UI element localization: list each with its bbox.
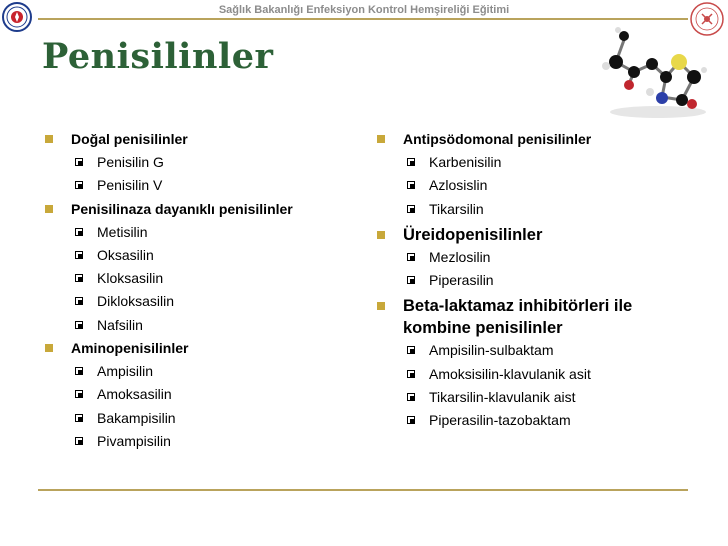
group-label: Penisilinaza dayanıklı penisilinler bbox=[71, 200, 293, 217]
checkbox-bullet-icon bbox=[407, 253, 415, 261]
right-column bbox=[372, 128, 692, 433]
list-item: Piperasilin bbox=[372, 269, 692, 292]
list-item: Ampisilin bbox=[40, 360, 360, 383]
list-item: Penisilin G bbox=[40, 151, 360, 174]
checkbox-bullet-icon bbox=[75, 367, 83, 375]
group-aminopenicillins bbox=[40, 337, 360, 360]
checkbox-bullet-icon bbox=[407, 416, 415, 424]
checkbox-bullet-icon bbox=[75, 228, 83, 236]
list-item: Ampisilin-sulbaktam bbox=[372, 339, 692, 362]
penicillin-molecule-icon bbox=[594, 22, 718, 122]
checkbox-bullet-icon bbox=[407, 158, 415, 166]
checkbox-bullet-icon bbox=[75, 321, 83, 329]
checkbox-bullet-icon bbox=[407, 276, 415, 284]
list-item: Dikloksasilin bbox=[40, 290, 360, 313]
group-natural-penicillins bbox=[40, 128, 360, 151]
checkbox-bullet-icon bbox=[75, 414, 83, 422]
group-antipseudomonal bbox=[372, 128, 692, 151]
group-label: Doğal penisilinler bbox=[71, 131, 188, 147]
group-label: Üreidopenisilinler bbox=[403, 225, 543, 244]
checkbox-bullet-icon bbox=[75, 437, 83, 445]
list-item: Tikarsilin bbox=[372, 198, 692, 221]
list-item: Metisilin bbox=[40, 221, 360, 244]
checkbox-bullet-icon bbox=[407, 370, 415, 378]
list-item: Amoksasilin bbox=[40, 383, 360, 406]
group-label-line1: Beta-laktamaz inhibitörleri ile bbox=[403, 297, 633, 316]
group-penicillinase-resistant bbox=[40, 198, 360, 221]
list-item: Tikarsilin-klavulanik aist bbox=[372, 386, 692, 409]
list-item: Amoksisilin-klavulanik asit bbox=[372, 363, 692, 386]
ministry-emblem-icon bbox=[2, 2, 32, 32]
header-text: Sağlık Bakanlığı Enfeksiyon Kontrol Hemşireliği Eğitimi bbox=[218, 4, 510, 16]
square-bullet-icon bbox=[377, 135, 385, 143]
list-item: Kloksasilin bbox=[40, 267, 360, 290]
checkbox-bullet-icon bbox=[75, 251, 83, 259]
top-divider bbox=[38, 18, 688, 20]
checkbox-bullet-icon bbox=[75, 181, 83, 189]
list-item: Nafsilin bbox=[40, 314, 360, 337]
left-column bbox=[40, 128, 360, 453]
square-bullet-icon bbox=[45, 205, 53, 213]
list-item: Pivampisilin bbox=[40, 430, 360, 453]
group-label-line2: kombine penisilinler bbox=[403, 319, 563, 338]
list-item: Piperasilin-tazobaktam bbox=[372, 409, 692, 432]
list-item: Azlosislin bbox=[372, 174, 692, 197]
square-bullet-icon bbox=[45, 344, 53, 352]
list-item: Penisilin V bbox=[40, 174, 360, 197]
group-beta-lactamase-combos bbox=[372, 292, 692, 339]
group-label: Aminopenisilinler bbox=[71, 340, 189, 357]
group-ureidopenicillins bbox=[372, 221, 692, 246]
checkbox-bullet-icon bbox=[75, 158, 83, 166]
checkbox-bullet-icon bbox=[407, 205, 415, 213]
slide-title: Penisilinler bbox=[42, 36, 274, 77]
list-item: Oksasilin bbox=[40, 244, 360, 267]
group-label: Antipsödomonal penisilinler bbox=[403, 131, 592, 147]
checkbox-bullet-icon bbox=[75, 390, 83, 398]
checkbox-bullet-icon bbox=[75, 274, 83, 282]
checkbox-bullet-icon bbox=[407, 393, 415, 401]
list-item: Karbenisilin bbox=[372, 151, 692, 174]
square-bullet-icon bbox=[377, 302, 385, 310]
list-item: Mezlosilin bbox=[372, 246, 692, 269]
square-bullet-icon bbox=[45, 135, 53, 143]
checkbox-bullet-icon bbox=[75, 297, 83, 305]
checkbox-bullet-icon bbox=[407, 181, 415, 189]
checkbox-bullet-icon bbox=[407, 346, 415, 354]
square-bullet-icon bbox=[377, 231, 385, 239]
bottom-divider bbox=[38, 489, 688, 491]
list-item: Bakampisilin bbox=[40, 407, 360, 430]
